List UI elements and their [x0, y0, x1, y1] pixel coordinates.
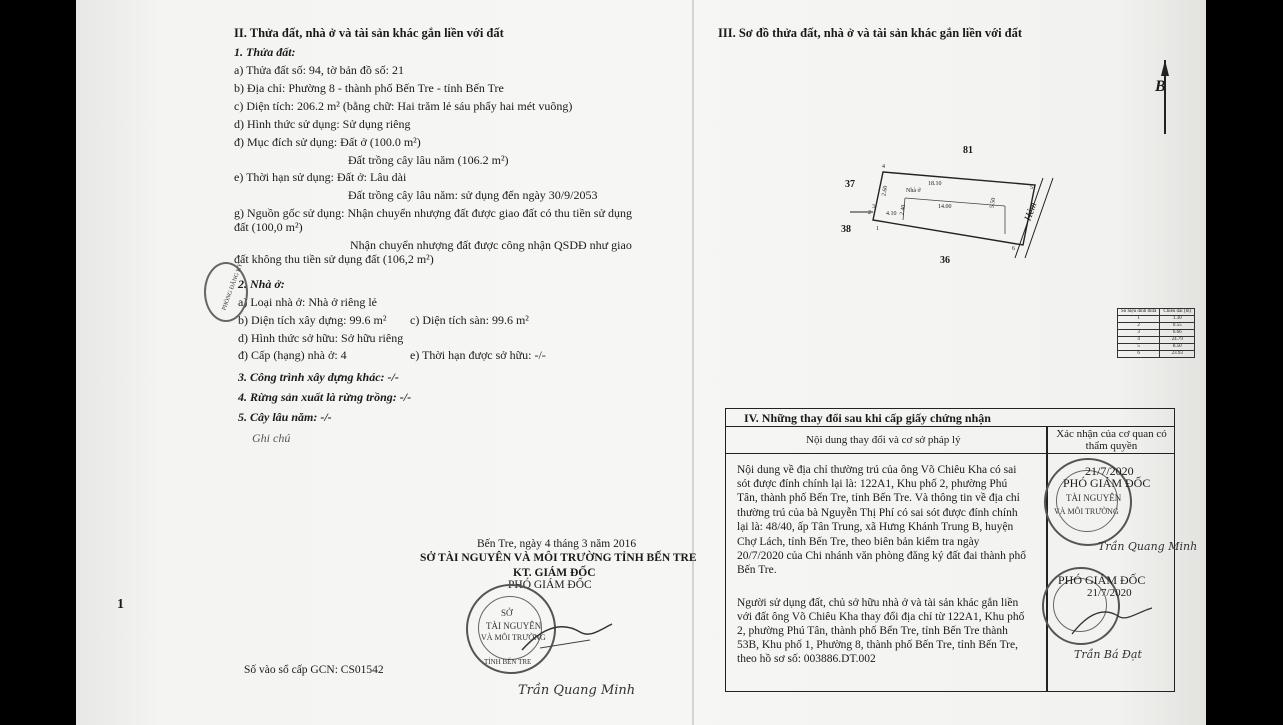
land-g4: đất không thu tiền sử dụng đất (106,2 m²)	[234, 252, 434, 266]
dim-1: 18.10	[928, 181, 942, 187]
confirm1-title: PHÓ GIÁM ĐỐC	[1063, 476, 1151, 490]
confirm2-signature	[1068, 598, 1158, 642]
parcel-81: 81	[963, 145, 973, 156]
parcel-37: 37	[845, 179, 855, 190]
table-cell: 6.66	[1160, 330, 1195, 337]
confirm1-seal-line2: VÀ MÔI TRƯỜNG	[1054, 507, 1119, 516]
note-label: Ghi chú	[252, 431, 291, 445]
table-cell: 1	[1118, 316, 1160, 323]
land-c: c) Diện tích: 206.2 m² (bằng chữ: Hai trăm lẻ sáu phẩy hai mét vuông)	[234, 99, 573, 113]
entry2-line5: theo hồ sơ số: 003886.DT.002	[737, 653, 876, 665]
land-g3: Nhận chuyển nhượng đất được công nhận QSDĐ như giao	[350, 238, 632, 252]
item5: 5. Cây lâu năm: -/-	[238, 410, 332, 424]
dim-6: 2.60	[881, 185, 890, 197]
land-dd: đ) Mục đích sử dụng: Đất ở (100.0 m²)	[234, 135, 421, 149]
house-c: c) Diện tích sàn: 99.6 m²	[410, 313, 529, 327]
seal-line-3: VÀ MÔI TRƯỜNG	[481, 633, 546, 642]
table-cell: 6	[1118, 351, 1160, 358]
section2-title: II. Thửa đất, nhà ở và tài sản khác gắn liền với đất	[234, 26, 504, 40]
date-line: Bến Tre, ngày 4 tháng 3 năm 2016	[477, 538, 637, 550]
length-table-header: Chiều dài (m)	[1160, 309, 1195, 316]
land-title: 1. Thửa đất:	[234, 45, 296, 59]
table-cell: 1.30	[1160, 316, 1195, 323]
entry1-line3: Tân, thành phố Bến Tre, tỉnh Bến Tre. Và thông tin về địa chỉ	[737, 492, 1020, 504]
entry1-line8: Bến Tre.	[737, 564, 777, 576]
parcel-36: 36	[940, 255, 950, 266]
table-cell: 23.93	[1160, 351, 1195, 358]
house-title: 2. Nhà ở:	[238, 277, 285, 291]
side-stamp	[204, 262, 248, 322]
seal-line-1: SỞ	[501, 608, 513, 618]
confirm2-date: 21/7/2020	[1087, 587, 1132, 599]
confirm2-title: PHÓ GIÁM ĐỐC	[1058, 573, 1146, 587]
length-table	[1117, 308, 1195, 358]
entry1-line7: 20/7/2020 của Chi nhánh văn phòng đăng ký đất đai thành phố	[737, 550, 1027, 562]
house-label: Nhà ở	[906, 188, 921, 194]
table-cell: 2	[1118, 323, 1160, 330]
dim-3: 5.50	[989, 197, 998, 209]
table-cell: 8.50	[1160, 344, 1195, 351]
north-label: B	[1155, 78, 1166, 95]
registration-number: Số vào sổ cấp GCN: CS01542	[244, 664, 384, 676]
vertex-2: 2	[868, 210, 871, 216]
side-stamp-text: PHÒNG ĐĂNG KÝ	[221, 262, 245, 312]
deputy-label: PHÓ GIÁM ĐỐC	[508, 579, 592, 591]
confirm2-signer: Trần Bá Đạt	[1074, 648, 1142, 661]
entry2-line1: Người sử dụng đất, chủ sở hữu nhà ở và tài sản khác gắn liền	[737, 597, 1019, 609]
table-cell: 4	[1118, 337, 1160, 344]
confirm1-signer: Trần Quang Minh	[1098, 540, 1198, 553]
land-b: b) Địa chỉ: Phường 8 - thành phố Bến Tre - tỉnh Bến Tre	[234, 81, 504, 95]
entry1-line2: sót được đính chính lại là: 122A1, Khu phố 2, phường Phú	[737, 478, 1008, 490]
confirm1-seal-line1: TÀI NGUYÊN	[1066, 493, 1122, 503]
signature-mark	[520, 610, 620, 660]
parcel-38: 38	[841, 224, 851, 235]
item3: 3. Công trình xây dựng khác: -/-	[238, 370, 399, 384]
entry2-line4: 53B, Khu phố 1, Phường 8, thành phố Bến Tre, tỉnh Bến Tre,	[737, 639, 1018, 651]
land-a: a) Thửa đất số: 94, tờ bản đồ số: 21	[234, 63, 404, 77]
seal-line-2: TÀI NGUYÊN	[486, 621, 542, 631]
col2-header: Xác nhận của cơ quan có thẩm quyền	[1056, 428, 1167, 452]
entry1-line5: lại là: 48/40, ấp Tân Trung, xã Hưng Khánh Trung B, huyện	[737, 521, 1014, 533]
house-d: d) Hình thức sở hữu: Sở hữu riêng	[238, 331, 404, 345]
section4-title: IV. Những thay đổi sau khi cấp giấy chứng nhận	[744, 411, 991, 425]
length-table-header: Số hiệu đỉnh thửa	[1118, 309, 1160, 316]
table-cell: 24.79	[1160, 337, 1195, 344]
agency: SỞ TÀI NGUYÊN VÀ MÔI TRƯỜNG TỈNH BẾN TRE	[420, 552, 697, 564]
house-dd: đ) Cấp (hạng) nhà ở: 4	[238, 348, 347, 362]
house-a: a) Loại nhà ở: Nhà ở riêng lẻ	[238, 295, 377, 309]
house-e: e) Thời hạn được sở hữu: -/-	[410, 348, 546, 362]
margin-mark: 1	[117, 597, 124, 612]
land-g: g) Nguồn gốc sử dụng: Nhận chuyển nhượng đất được giao đất có thu tiền sử dụng	[234, 206, 632, 220]
entry2-line3: 2, phường Phú Tân, thành phố Bến Tre, tỉnh Bến Tre thành	[737, 625, 1008, 637]
col1-header: Nội dung thay đổi và cơ sở pháp lý	[806, 434, 961, 446]
dim-2: 14.00	[938, 204, 952, 210]
land-d: d) Hình thức sử dụng: Sử dụng riêng	[234, 117, 411, 131]
entry1-line1: Nội dung về địa chỉ thường trú của ông Võ Chiêu Kha có sai	[737, 464, 1017, 476]
director-label: KT. GIÁM ĐỐC	[513, 567, 596, 579]
page-fold	[692, 0, 694, 725]
signer-name: Trần Quang Minh	[518, 683, 636, 698]
land-g2: đất (100,0 m²)	[234, 220, 303, 234]
north-arrow-icon	[1150, 58, 1180, 138]
seal-line-4: TỈNH BẾN TRE	[484, 658, 532, 666]
item4: 4. Rừng sản xuất là rừng trồng: -/-	[238, 390, 412, 404]
land-dd2: Đất trồng cây lâu năm (106.2 m²)	[348, 153, 509, 167]
table-cell: 3	[1118, 330, 1160, 337]
vertex-5: 5	[1030, 185, 1033, 191]
vertex-1: 1	[876, 226, 879, 232]
land-e: e) Thời hạn sử dụng: Đất ở: Lâu dài	[234, 170, 407, 184]
entry2-line2: với đất ông Võ Chiêu Kha thay đổi địa chỉ từ 122A1, Khu phố	[737, 611, 1025, 623]
vertex-4: 4	[882, 164, 885, 170]
table-cell: 5	[1118, 344, 1160, 351]
dim-4: 4.10	[886, 211, 897, 217]
entry1-line6: Chợ Lách, tỉnh Bến Tre, theo biên bản kiểm tra ngày	[737, 536, 980, 548]
entry1-line4: thường trú của bà Nguyễn Thị Phí có sai sót được đính chính	[737, 507, 1018, 519]
vertex-6: 6	[1012, 246, 1015, 252]
vertex-3: 3	[872, 204, 875, 210]
land-e2: Đất trồng cây lâu năm: sử dụng đến ngày 30/9/2053	[348, 188, 598, 202]
house-b: b) Diện tích xây dựng: 99.6 m²	[238, 313, 387, 327]
table-cell: 0.55	[1160, 323, 1195, 330]
section3-title: III. Sơ đồ thửa đất, nhà ở và tài sản khác gắn liền với đất	[718, 26, 1023, 40]
dim-5: 2.40	[899, 204, 908, 216]
street-label: Hẻm	[1022, 201, 1040, 223]
confirm1-date: 21/7/2020	[1085, 464, 1134, 478]
